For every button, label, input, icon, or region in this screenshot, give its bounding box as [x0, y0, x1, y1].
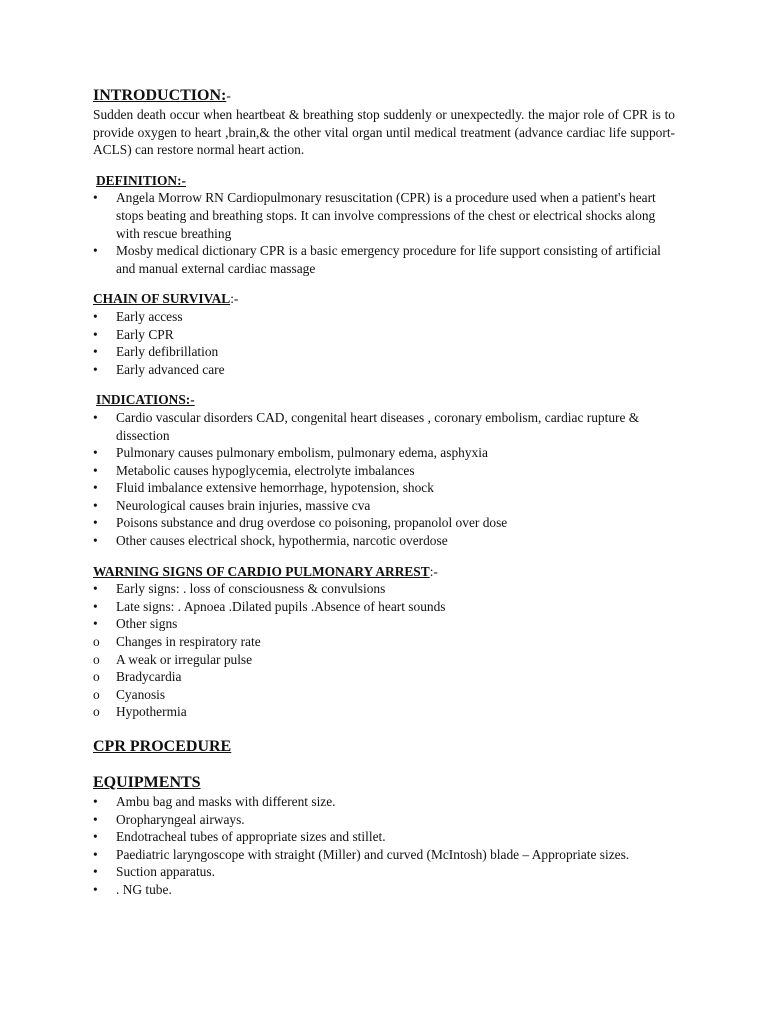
list-item-text: A weak or irregular pulse — [116, 651, 253, 667]
bullet-marker: • — [93, 409, 98, 425]
list-item-text: Metabolic causes hypoglycemia, electrolyte imbalances — [116, 462, 415, 478]
warning-heading: WARNING SIGNS OF CARDIO PULMONARY ARREST — [93, 563, 430, 579]
list-item-text: Early defibrillation — [116, 344, 219, 360]
bullet-marker: • — [93, 361, 98, 377]
equipments-heading: EQUIPMENTS — [93, 774, 201, 791]
list-item-text: Changes in respiratory rate — [116, 634, 261, 650]
procedure-heading: CPR PROCEDURE — [93, 738, 232, 755]
warning-list — [93, 580, 675, 721]
list-item — [93, 828, 675, 846]
chain-heading-line — [93, 290, 675, 308]
indications-heading: INDICATIONS:- — [96, 392, 195, 408]
list-item-text: Neurological causes brain injuries, massive cva — [116, 497, 371, 513]
bullet-marker: • — [93, 462, 98, 478]
list-item-text: Suction apparatus. — [116, 864, 215, 880]
equipments-section — [93, 773, 675, 899]
list-item — [93, 793, 675, 811]
list-item — [93, 497, 675, 515]
definition-heading-line — [93, 172, 675, 190]
list-item — [93, 326, 675, 344]
introduction-text: Sudden death occur when heartbeat & breathing stop suddenly or unexpectedly. the major role of CPR is to provide oxygen to heart ,brain,& the other vital organ until medical treatment (advance cardiac life support-ACLS) can restore normal heart action. — [93, 107, 675, 158]
list-item-text: Angela Morrow RN Cardiopulmonary resuscitation (CPR) is a procedure used when a patient's heart stops beating and breathing stops. It can involve compressions of the chest or electrical shocks along with rescue breathing — [116, 190, 656, 241]
list-item — [93, 863, 675, 881]
bullet-marker: • — [93, 515, 98, 531]
list-item-text: Cardio vascular disorders CAD, congenital heart diseases , coronary embolism, cardiac rupture & dissection — [116, 409, 640, 443]
indications-heading-line — [93, 391, 675, 409]
bullet-marker: • — [93, 497, 98, 513]
list-item — [93, 361, 675, 379]
bullet-marker: • — [93, 794, 98, 809]
list-item-text: Pulmonary causes pulmonary embolism, pulmonary edema, asphyxia — [116, 445, 488, 461]
bullet-marker: • — [93, 533, 98, 549]
list-item — [93, 651, 675, 669]
document-content — [93, 86, 675, 899]
list-item — [93, 532, 675, 550]
warning-heading-line — [93, 563, 675, 581]
list-item — [93, 479, 675, 497]
list-item-text: Endotracheal tubes of appropriate sizes and stillet. — [116, 829, 386, 845]
list-item-text: Bradycardia — [116, 669, 182, 685]
bullet-marker: • — [93, 811, 98, 827]
list-item — [93, 189, 675, 242]
chain-of-survival-section — [93, 290, 675, 378]
list-item — [93, 598, 675, 616]
list-item — [93, 242, 675, 277]
list-item-text: Late signs: . Apnoea .Dilated pupils .Absence of heart sounds — [116, 598, 446, 614]
bullet-marker: • — [93, 846, 98, 862]
list-item-text: Early CPR — [116, 326, 174, 342]
bullet-marker: • — [93, 480, 98, 496]
list-item — [93, 514, 675, 532]
list-marker: o — [93, 634, 100, 650]
list-item-text: Cyanosis — [116, 686, 166, 702]
introduction-heading: INTRODUCTION: — [93, 87, 227, 104]
list-item-text: . NG tube. — [116, 881, 172, 897]
list-marker: o — [93, 686, 100, 702]
list-item-text: Other causes electrical shock, hypothermia, narcotic overdose — [116, 533, 448, 549]
warning-heading-suffix: :- — [429, 563, 438, 579]
bullet-marker: • — [93, 243, 98, 259]
indications-list — [93, 409, 675, 550]
introduction-heading-line — [93, 86, 675, 106]
list-item — [93, 846, 675, 864]
list-item-text: Other signs — [116, 616, 178, 632]
procedure-heading-line — [93, 737, 675, 757]
definition-heading: DEFINITION:- — [96, 172, 187, 188]
list-item — [93, 615, 675, 633]
list-item — [93, 703, 675, 721]
bullet-marker: • — [93, 864, 98, 880]
list-item — [93, 343, 675, 361]
bullet-marker: • — [93, 326, 98, 342]
bullet-marker: • — [93, 344, 98, 360]
chain-heading: CHAIN OF SURVIVAL — [93, 291, 231, 307]
list-item — [93, 881, 675, 899]
list-item-text: Ambu bag and masks with different size. — [116, 794, 336, 809]
definition-list — [93, 189, 675, 277]
list-marker: • — [93, 616, 98, 632]
list-item-text: Hypothermia — [116, 704, 187, 720]
bullet-marker: • — [93, 881, 98, 897]
list-item — [93, 668, 675, 686]
list-item-text: Early signs: . loss of consciousness & convulsions — [116, 581, 386, 597]
introduction-heading-suffix: - — [226, 88, 231, 103]
list-item — [93, 308, 675, 326]
list-item — [93, 633, 675, 651]
equipments-list — [93, 793, 675, 899]
list-item — [93, 462, 675, 480]
bullet-marker: • — [93, 308, 98, 324]
chain-list — [93, 308, 675, 378]
introduction-section — [93, 86, 675, 159]
equipments-heading-line — [93, 773, 675, 793]
list-marker: • — [93, 581, 98, 597]
list-item-text: Poisons substance and drug overdose co poisoning, propanolol over dose — [116, 515, 508, 531]
definition-section — [93, 172, 675, 278]
list-item-text: Fluid imbalance extensive hemorrhage, hypotension, shock — [116, 480, 434, 496]
indications-section — [93, 391, 675, 549]
list-item — [93, 580, 675, 598]
list-item — [93, 811, 675, 829]
list-marker: o — [93, 651, 100, 667]
list-marker: o — [93, 704, 100, 720]
list-item-text: Paediatric laryngoscope with straight (Miller) and curved (McIntosh) blade – Appropriate sizes. — [116, 846, 630, 862]
list-item-text: Early access — [116, 308, 183, 324]
list-marker: • — [93, 598, 98, 614]
list-marker: o — [93, 669, 100, 685]
list-item — [93, 444, 675, 462]
list-item — [93, 409, 675, 444]
chain-heading-suffix: :- — [230, 291, 239, 307]
list-item — [93, 686, 675, 704]
bullet-marker: • — [93, 445, 98, 461]
list-item-text: Early advanced care — [116, 361, 225, 377]
warning-signs-section — [93, 563, 675, 721]
bullet-marker: • — [93, 190, 98, 206]
list-item-text: Oropharyngeal airways. — [116, 811, 245, 827]
list-item-text: Mosby medical dictionary CPR is a basic emergency procedure for life support consisting of artificial and manual external cardiac massage — [116, 243, 661, 276]
bullet-marker: • — [93, 829, 98, 845]
